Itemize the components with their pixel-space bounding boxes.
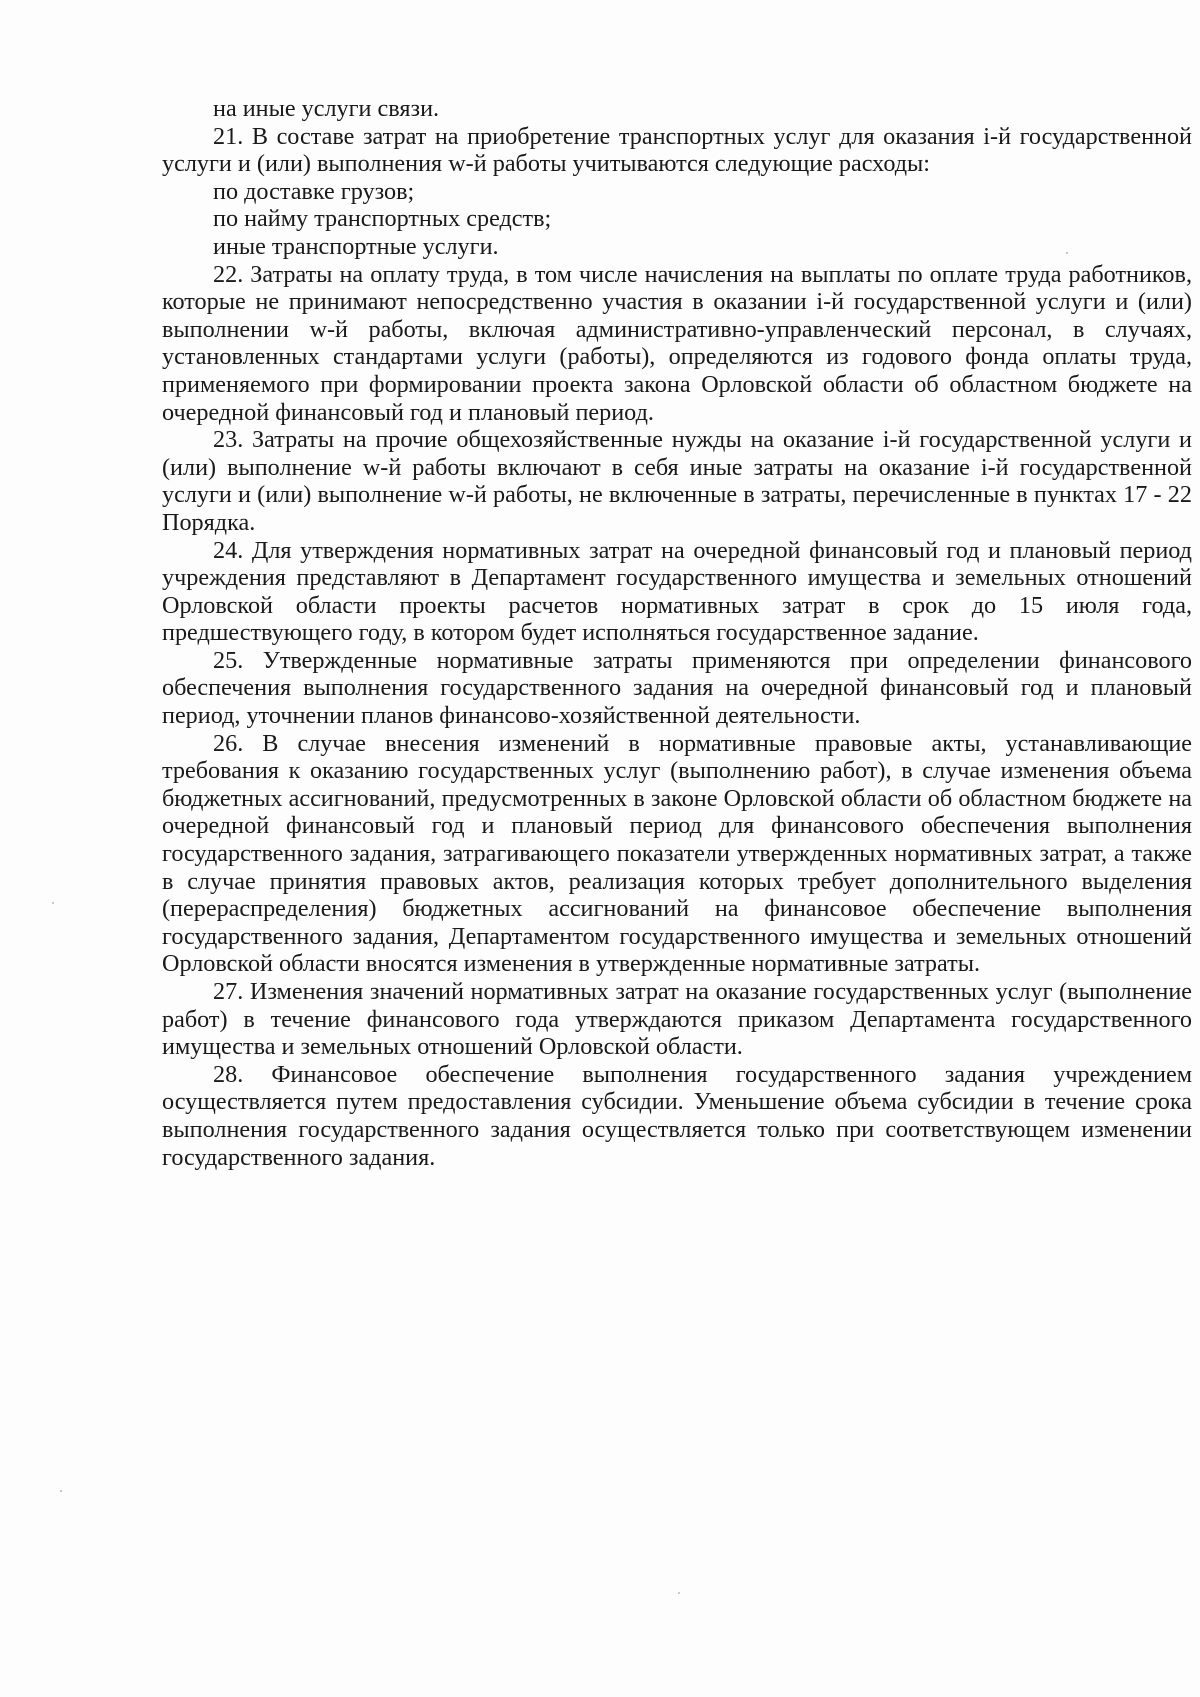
paragraph-item-28: 28. Финансовое обеспечение выполнения государственного задания учреждением осуществляется путем предоставления субсидии. Уменьшение объема субсидии в течение срока выполнения государственного задания осуществляется только при соответствующем изменении государственного задания.	[162, 1060, 1192, 1171]
paragraph-item-24: 24. Для утверждения нормативных затрат на очередной финансовый год и плановый период учреждения представляют в Департамент государственного имущества и земельных отношений Орловской области проекты расчетов нормативных затрат в срок до 15 июля года, предшествующего году, в котором будет исполняться государственное задание.	[162, 536, 1192, 647]
paragraph-item-20-continuation: на иные услуги связи.	[213, 95, 440, 122]
list-item-cargo-delivery: по доставке грузов;	[213, 177, 415, 205]
scan-speck	[60, 1490, 62, 1492]
paragraph-item-22: 22. Затраты на оплату труда, в том числе начисления на выплаты по оплате труда работников, которые не принимают непосредственно участия в оказании i-й государственной услуги и (или) выполнении w-й работы, включая административно-управленческий персонал, в случаях, установленных стандартами услуги (работы), определяются из годового фонда оплаты труда, применяемого при формировании проекта закона Орловской области об областном бюджете на очередной финансовый год и плановый период.	[162, 260, 1192, 426]
list-item-other-transport: иные транспортные услуги.	[213, 232, 499, 260]
document-body	[162, 95, 1192, 1171]
paragraph-item-23: 23. Затраты на прочие общехозяйственные нужды на оказание i-й государственной услуги и (или) выполнение w-й работы включают в себя иные затраты на оказание i-й государственной услуги и (или) выполнение w-й работы, не включенные в затраты, перечисленные в пунктах 17 - 22 Порядка.	[162, 426, 1192, 536]
paragraph-item-27: 27. Изменения значений нормативных затрат на оказание государственных услуг (выполнение работ) в течение финансового года утверждаются приказом Департамента государственного имущества и земельных отношений Орловской области.	[162, 978, 1192, 1061]
scan-speck	[1066, 252, 1068, 254]
list-item-vehicle-hire: по найму транспортных средств;	[213, 205, 552, 233]
paragraph-item-26: 26. В случае внесения изменений в нормативные правовые акты, устанавливающие требования к оказанию государственных услуг (выполнению работ), в случае изменения объема бюджетных ассигнований, предусмотренных в законе Орловской области об областном бюджете на очередной финансовый год и плановый период для финансового обеспечения выполнения государственного задания, затрагивающего показатели утвержденных нормативных затрат, а также в случае принятия правовых актов, реализация которых требует дополнительного выделения (перераспределения) бюджетных ассигнований на финансовое обеспечение выполнения государственного задания, Департаментом государственного имущества и земельных отношений Орловской области вносятся изменения в утвержденные нормативные затраты.	[162, 729, 1192, 978]
scan-speck	[52, 902, 54, 904]
scan-speck	[678, 1592, 680, 1594]
paragraph-item-21: 21. В составе затрат на приобретение транспортных услуг для оказания i-й государственной услуги и (или) выполнения w-й работы учитываются следующие расходы:	[162, 122, 1192, 178]
paragraph-item-25: 25. Утвержденные нормативные затраты применяются при определении финансового обеспечения выполнения государственного задания на очередной финансовый год и плановый период, уточнении планов финансово-хозяйственной деятельности.	[162, 646, 1192, 730]
